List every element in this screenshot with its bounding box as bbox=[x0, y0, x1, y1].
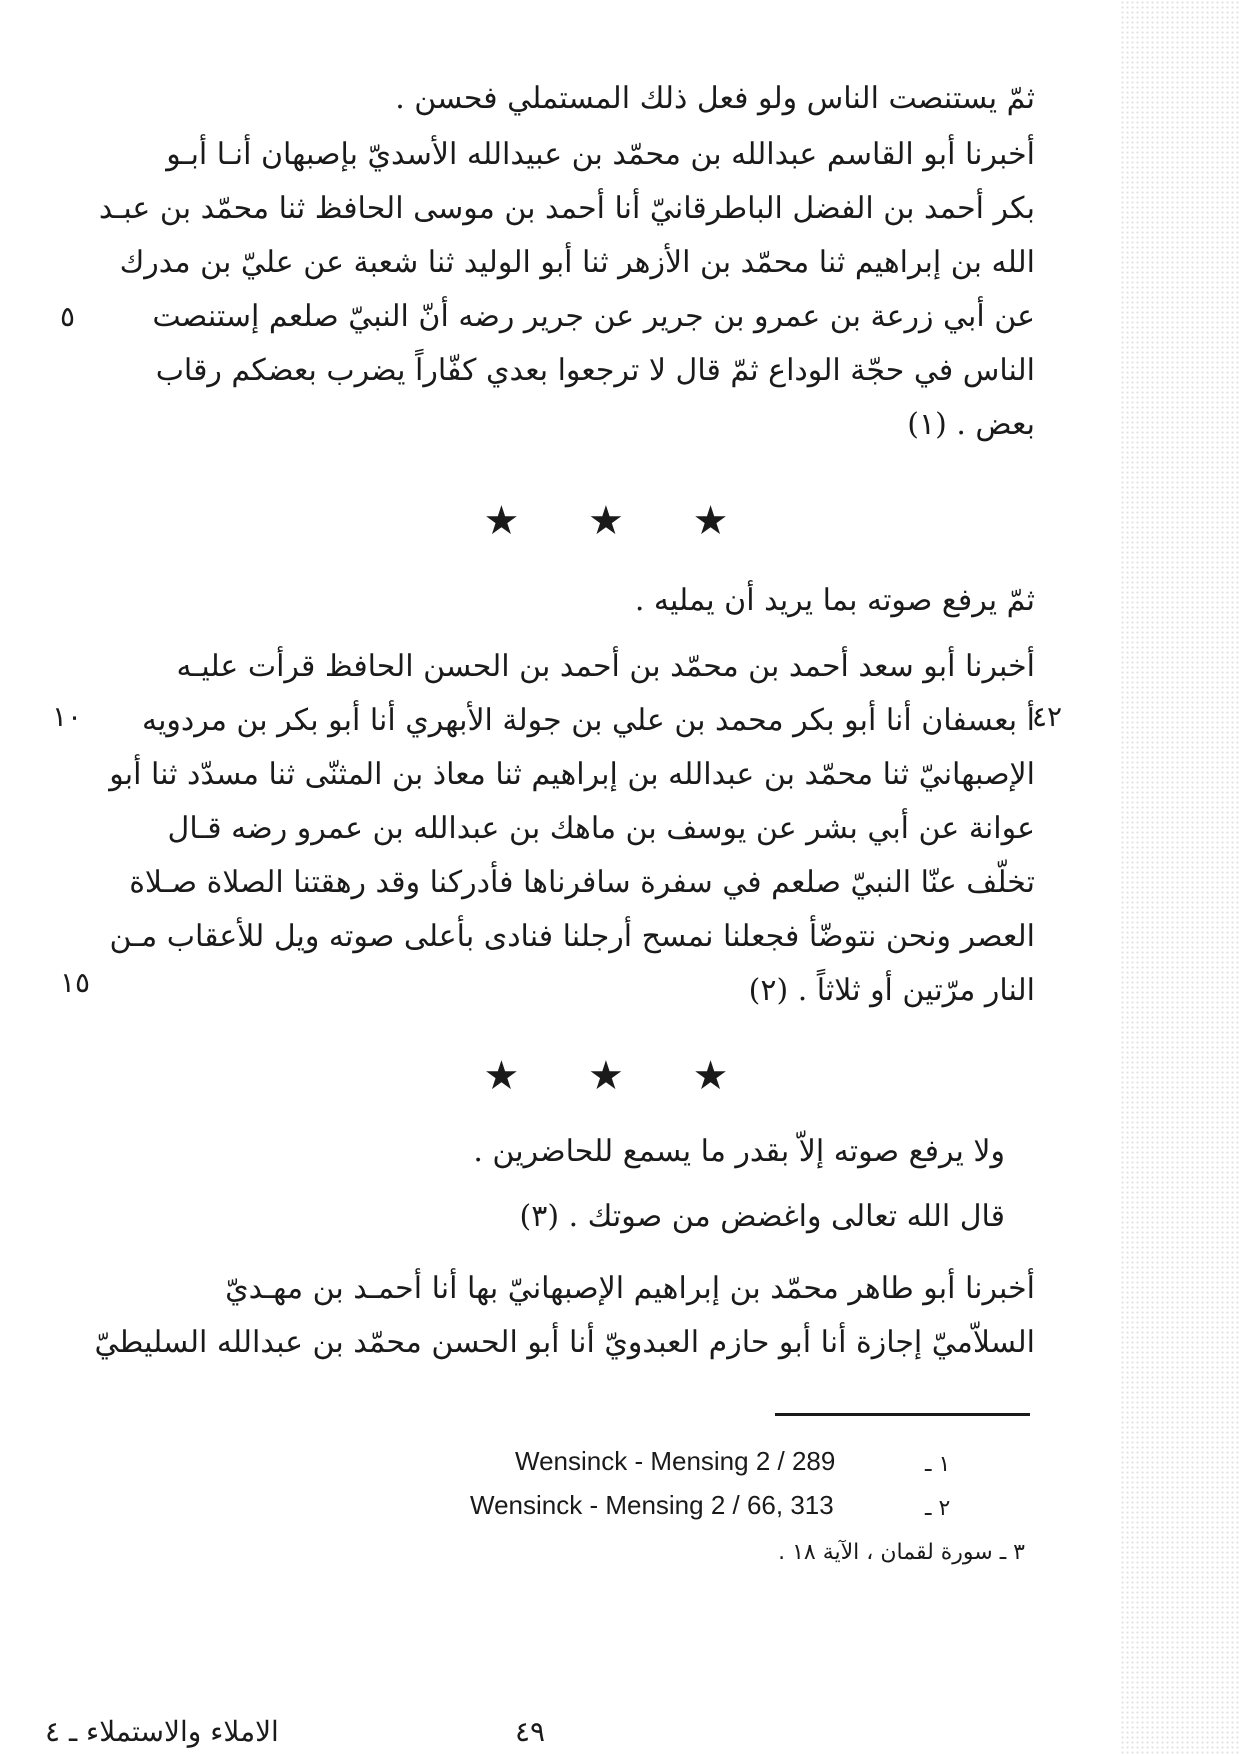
section2-paragraph bbox=[85, 640, 1035, 1018]
section1-line: أخبرنا أبو القاسم عبدالله بن محمّد بن عبيدالله الأسديّ بإصبهان أنـا أبـو bbox=[166, 137, 1035, 172]
footnote-2-number: ٢ ـ bbox=[925, 1496, 951, 1521]
line-marker-10: ١٠ bbox=[52, 700, 83, 733]
section2-line: أخبرنا أبو سعد أحمد بن محمّد بن أحمد بن الحسن الحافظ قرأت عليـه bbox=[176, 649, 1035, 684]
section2-line: الإصبهانيّ ثنا محمّد بن عبدالله بن إبراهيم ثنا معاذ بن المثنّى ثنا مسدّد ثنا أبو bbox=[109, 757, 1035, 792]
section3-line: أخبرنا أبو طاهر محمّد بن إبراهيم الإصبهانيّ بها أنا أحمـد بن مهـديّ bbox=[225, 1271, 1035, 1306]
section-divider-stars: ★ ★ ★ bbox=[483, 498, 757, 544]
section1-line: الناس في حجّة الوداع ثمّ قال لا ترجعوا بعدي كفّاراً يضرب بعضكم رقاب bbox=[155, 353, 1035, 388]
page-number: ٤٩ bbox=[515, 1715, 546, 1748]
section1-line: عن أبي زرعة بن عمرو بن جرير عن جرير رضه أنّ النبيّ صلعم إستنصت bbox=[152, 299, 1035, 334]
section1-intro: ثمّ يستنصت الناس ولو فعل ذلك المستملي فحسن . bbox=[395, 81, 1035, 116]
section1-paragraph bbox=[85, 128, 1035, 452]
footnote-2-text: Wensinck - Mensing 2 / 66, 313 bbox=[470, 1490, 834, 1520]
section2-line: تخلّف عنّا النبيّ صلعم في سفرة سافرناها فأدركنا وقد رهقتنا الصلاة صـلاة bbox=[129, 865, 1035, 900]
footnote-rule bbox=[775, 1413, 1030, 1416]
footnote-1-text: Wensinck - Mensing 2 / 289 bbox=[515, 1446, 836, 1476]
line-marker-5: ٥ bbox=[60, 300, 76, 333]
section1-line: بكر أحمد بن الفضل الباطرقانيّ أنا أحمد بن موسى الحافظ ثنا محمّد بن عبـد bbox=[98, 191, 1035, 226]
section2-intro: ثمّ يرفع صوته بما يريد أن يمليه . bbox=[634, 583, 1035, 618]
section-divider-stars: ★ ★ ★ bbox=[483, 1053, 757, 1099]
line-marker-42: ٤٢ bbox=[1032, 700, 1063, 733]
footnote-3: ٣ ـ سورة لقمان ، الآية ١٨ . bbox=[778, 1540, 1025, 1565]
footnote-1-number: ١ ـ bbox=[925, 1452, 951, 1477]
section2-line: العصر ونحن نتوضّأ فجعلنا نمسح أرجلنا فنادى بأعلى صوته ويل للأعقاب مـن bbox=[109, 919, 1035, 954]
section3-quote: قال الله تعالى واغضض من صوتك . (٣) bbox=[519, 1199, 1005, 1234]
section2-line: النار مرّتين أو ثلاثاً . (٢) bbox=[748, 973, 1035, 1008]
section1-line: الله بن إبراهيم ثنا محمّد بن الأزهر ثنا أبو الوليد ثنا شعبة عن عليّ بن مدرك bbox=[119, 245, 1035, 280]
page-edge-texture bbox=[1120, 0, 1240, 1754]
running-title: الاملاء والاستملاء ـ ٤ bbox=[45, 1715, 279, 1748]
section3-intro: ولا يرفع صوته إلاّ بقدر ما يسمع للحاضرين . bbox=[473, 1134, 1005, 1169]
section3-paragraph bbox=[85, 1262, 1035, 1370]
section3-line: السلاّميّ إجازة أنا أبو حازم العبدويّ أنا أبو الحسن محمّد بن عبدالله السليطيّ bbox=[94, 1325, 1035, 1360]
section1-line: بعض . (١) bbox=[907, 407, 1035, 442]
section2-line: عوانة عن أبي بشر عن يوسف بن ماهك بن عبدالله بن عمرو رضه قـال bbox=[167, 811, 1035, 846]
section2-line: أ بعسفان أنا أبو بكر محمد بن علي بن جولة الأبهري أنا أبو بكر بن مردويه bbox=[141, 703, 1035, 738]
line-marker-15: ١٥ bbox=[60, 966, 91, 999]
